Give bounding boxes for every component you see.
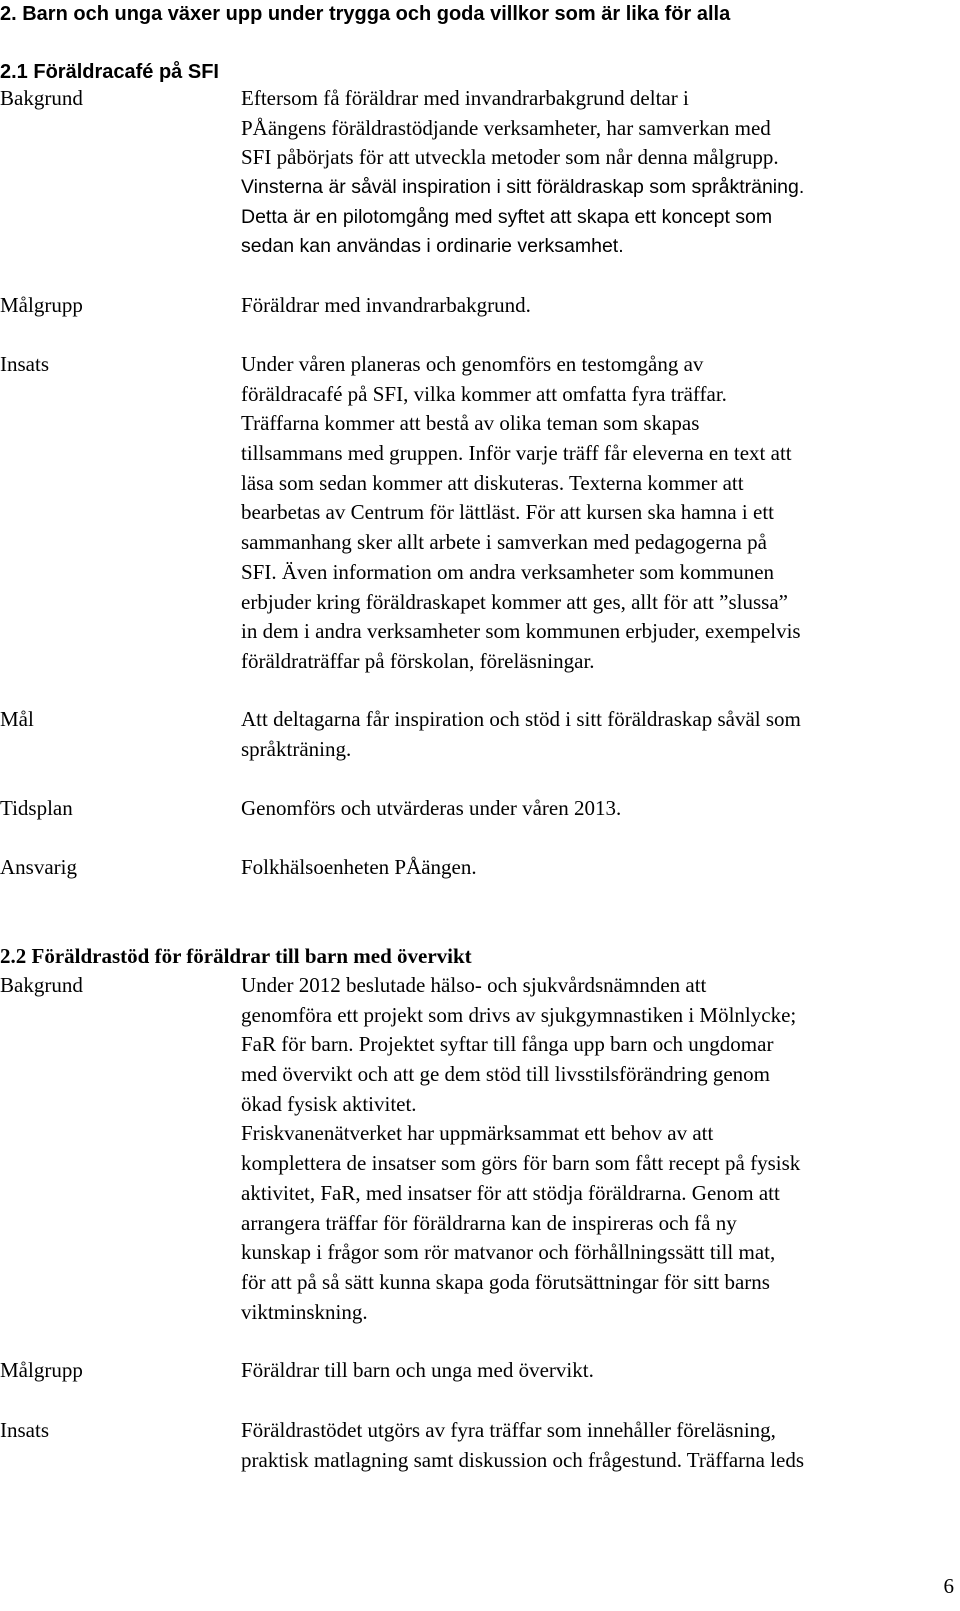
s1-ansvarig-text	[241, 853, 477, 883]
s2-bakgrund-text	[241, 971, 800, 1327]
s1-tidsplan-text	[241, 794, 621, 824]
text-line: Under våren planeras och genomförs en testomgång av	[241, 352, 704, 376]
text-line: PÅängens föräldrastödjande verksamheter, har samverkan med	[241, 115, 771, 140]
text-line: föräldraträffar på förskolan, föreläsningar.	[241, 648, 595, 673]
text-line: aktivitet, FaR, med insatser för att stödja föräldrarna. Genom att	[241, 1180, 780, 1205]
text-line: Under 2012 beslutade hälso- och sjukvårdsnämnden att	[241, 973, 707, 997]
section-2-2-heading: 2.2 Föräldrastöd för föräldrar till barn med övervikt	[0, 944, 472, 968]
text-line: Detta är en pilotomgång med syftet att skapa ett koncept som	[241, 205, 773, 228]
text-line: språkträning.	[241, 736, 352, 761]
text-line: SFI. Även information om andra verksamheter som kommunen	[241, 559, 775, 584]
text-line: sammanhang sker allt arbete i samverkan med pedagogerna på	[241, 530, 767, 555]
s2-bakgrund-label: Bakgrund	[0, 973, 83, 997]
chapter-heading: 2. Barn och unga växer upp under trygga och goda villkor som är lika för alla	[0, 3, 731, 25]
s1-mal-label: Mål	[0, 707, 34, 731]
s1-malgrupp-label: Målgrupp	[0, 293, 83, 317]
text-line: läsa som sedan kommer att diskuteras. Texterna kommer att	[241, 470, 744, 495]
text-line: Vinsterna är såväl inspiration i sitt föräldraskap som språkträning.	[241, 176, 805, 199]
text-line: sedan kan användas i ordinarie verksamhet.	[241, 235, 624, 258]
text-line: praktisk matlagning samt diskussion och frågestund. Träffarna leds	[241, 1447, 805, 1472]
text-line: Eftersom få föräldrar med invandrarbakgrund deltar i	[241, 86, 689, 110]
text-line: FaR för barn. Projektet syftar till fånga upp barn och ungdomar	[241, 1032, 774, 1057]
text-line: föräldracafé på SFI, vilka kommer att omfatta fyra träffar.	[241, 381, 727, 406]
text-line: in dem i andra verksamheter som kommunen erbjuder, exempelvis	[241, 619, 801, 644]
text-line: Friskvanenätverket har uppmärksammat ett behov av att	[241, 1121, 714, 1146]
text-line: genomföra ett projekt som drivs av sjukgymnastiken i Mölnlycke;	[241, 1002, 797, 1027]
text-line: Föräldrar till barn och unga med övervikt.	[241, 1358, 594, 1382]
s2-insats-label: Insats	[0, 1418, 49, 1442]
page-number: 6	[943, 1574, 954, 1598]
text-line: med övervikt och att ge dem stöd till livsstilsförändring genom	[241, 1062, 770, 1087]
s2-malgrupp-label: Målgrupp	[0, 1358, 83, 1382]
text-line: ökad fysisk aktivitet.	[241, 1091, 417, 1116]
s1-insats-label: Insats	[0, 352, 49, 376]
text-line: bearbetas av Centrum för lättläst. För att kursen ska hamna i ett	[241, 500, 775, 525]
text-line: viktminskning.	[241, 1299, 368, 1324]
text-line: kunskap i frågor som rör matvanor och förhållningssätt till mat,	[241, 1240, 776, 1265]
text-line: Folkhälsoenheten PÅängen.	[241, 855, 477, 879]
text-line: Föräldrastödet utgörs av fyra träffar som innehåller föreläsning,	[241, 1418, 776, 1442]
s1-tidsplan-label: Tidsplan	[0, 796, 73, 820]
text-line: komplettera de insatser som görs för barn som fått recept på fysisk	[241, 1151, 801, 1176]
text-line: Genomförs och utvärderas under våren 2013.	[241, 796, 622, 820]
text-line: Träffarna kommer att bestå av olika teman som skapas	[241, 411, 700, 436]
s1-insats-text	[241, 350, 801, 677]
s1-ansvarig-label: Ansvarig	[0, 855, 77, 879]
text-line: Att deltagarna får inspiration och stöd i sitt föräldraskap såväl som	[241, 707, 801, 731]
text-line: arrangera träffar för föräldrarna kan de inspireras och få ny	[241, 1210, 737, 1235]
s1-mal-text	[241, 705, 801, 764]
s1-bakgrund-text	[241, 84, 804, 262]
s1-bakgrund-label: Bakgrund	[0, 86, 83, 110]
section-2-1-heading: 2.1 Föräldracafé på SFI	[0, 61, 219, 83]
text-line: för att på så sätt kunna skapa goda förutsättningar för sitt barns	[241, 1269, 770, 1294]
s2-malgrupp-text	[241, 1356, 594, 1386]
text-line: erbjuder kring föräldraskapet kommer att ges, allt för att ”slussa”	[241, 589, 788, 614]
text-line: SFI påbörjats för att utveckla metoder som når denna målgrupp.	[241, 145, 779, 170]
s2-insats-text	[241, 1416, 804, 1475]
s1-malgrupp-text	[241, 291, 531, 321]
text-line: tillsammans med gruppen. Inför varje träff får eleverna en text att	[241, 441, 792, 466]
text-line: Föräldrar med invandrarbakgrund.	[241, 293, 531, 317]
